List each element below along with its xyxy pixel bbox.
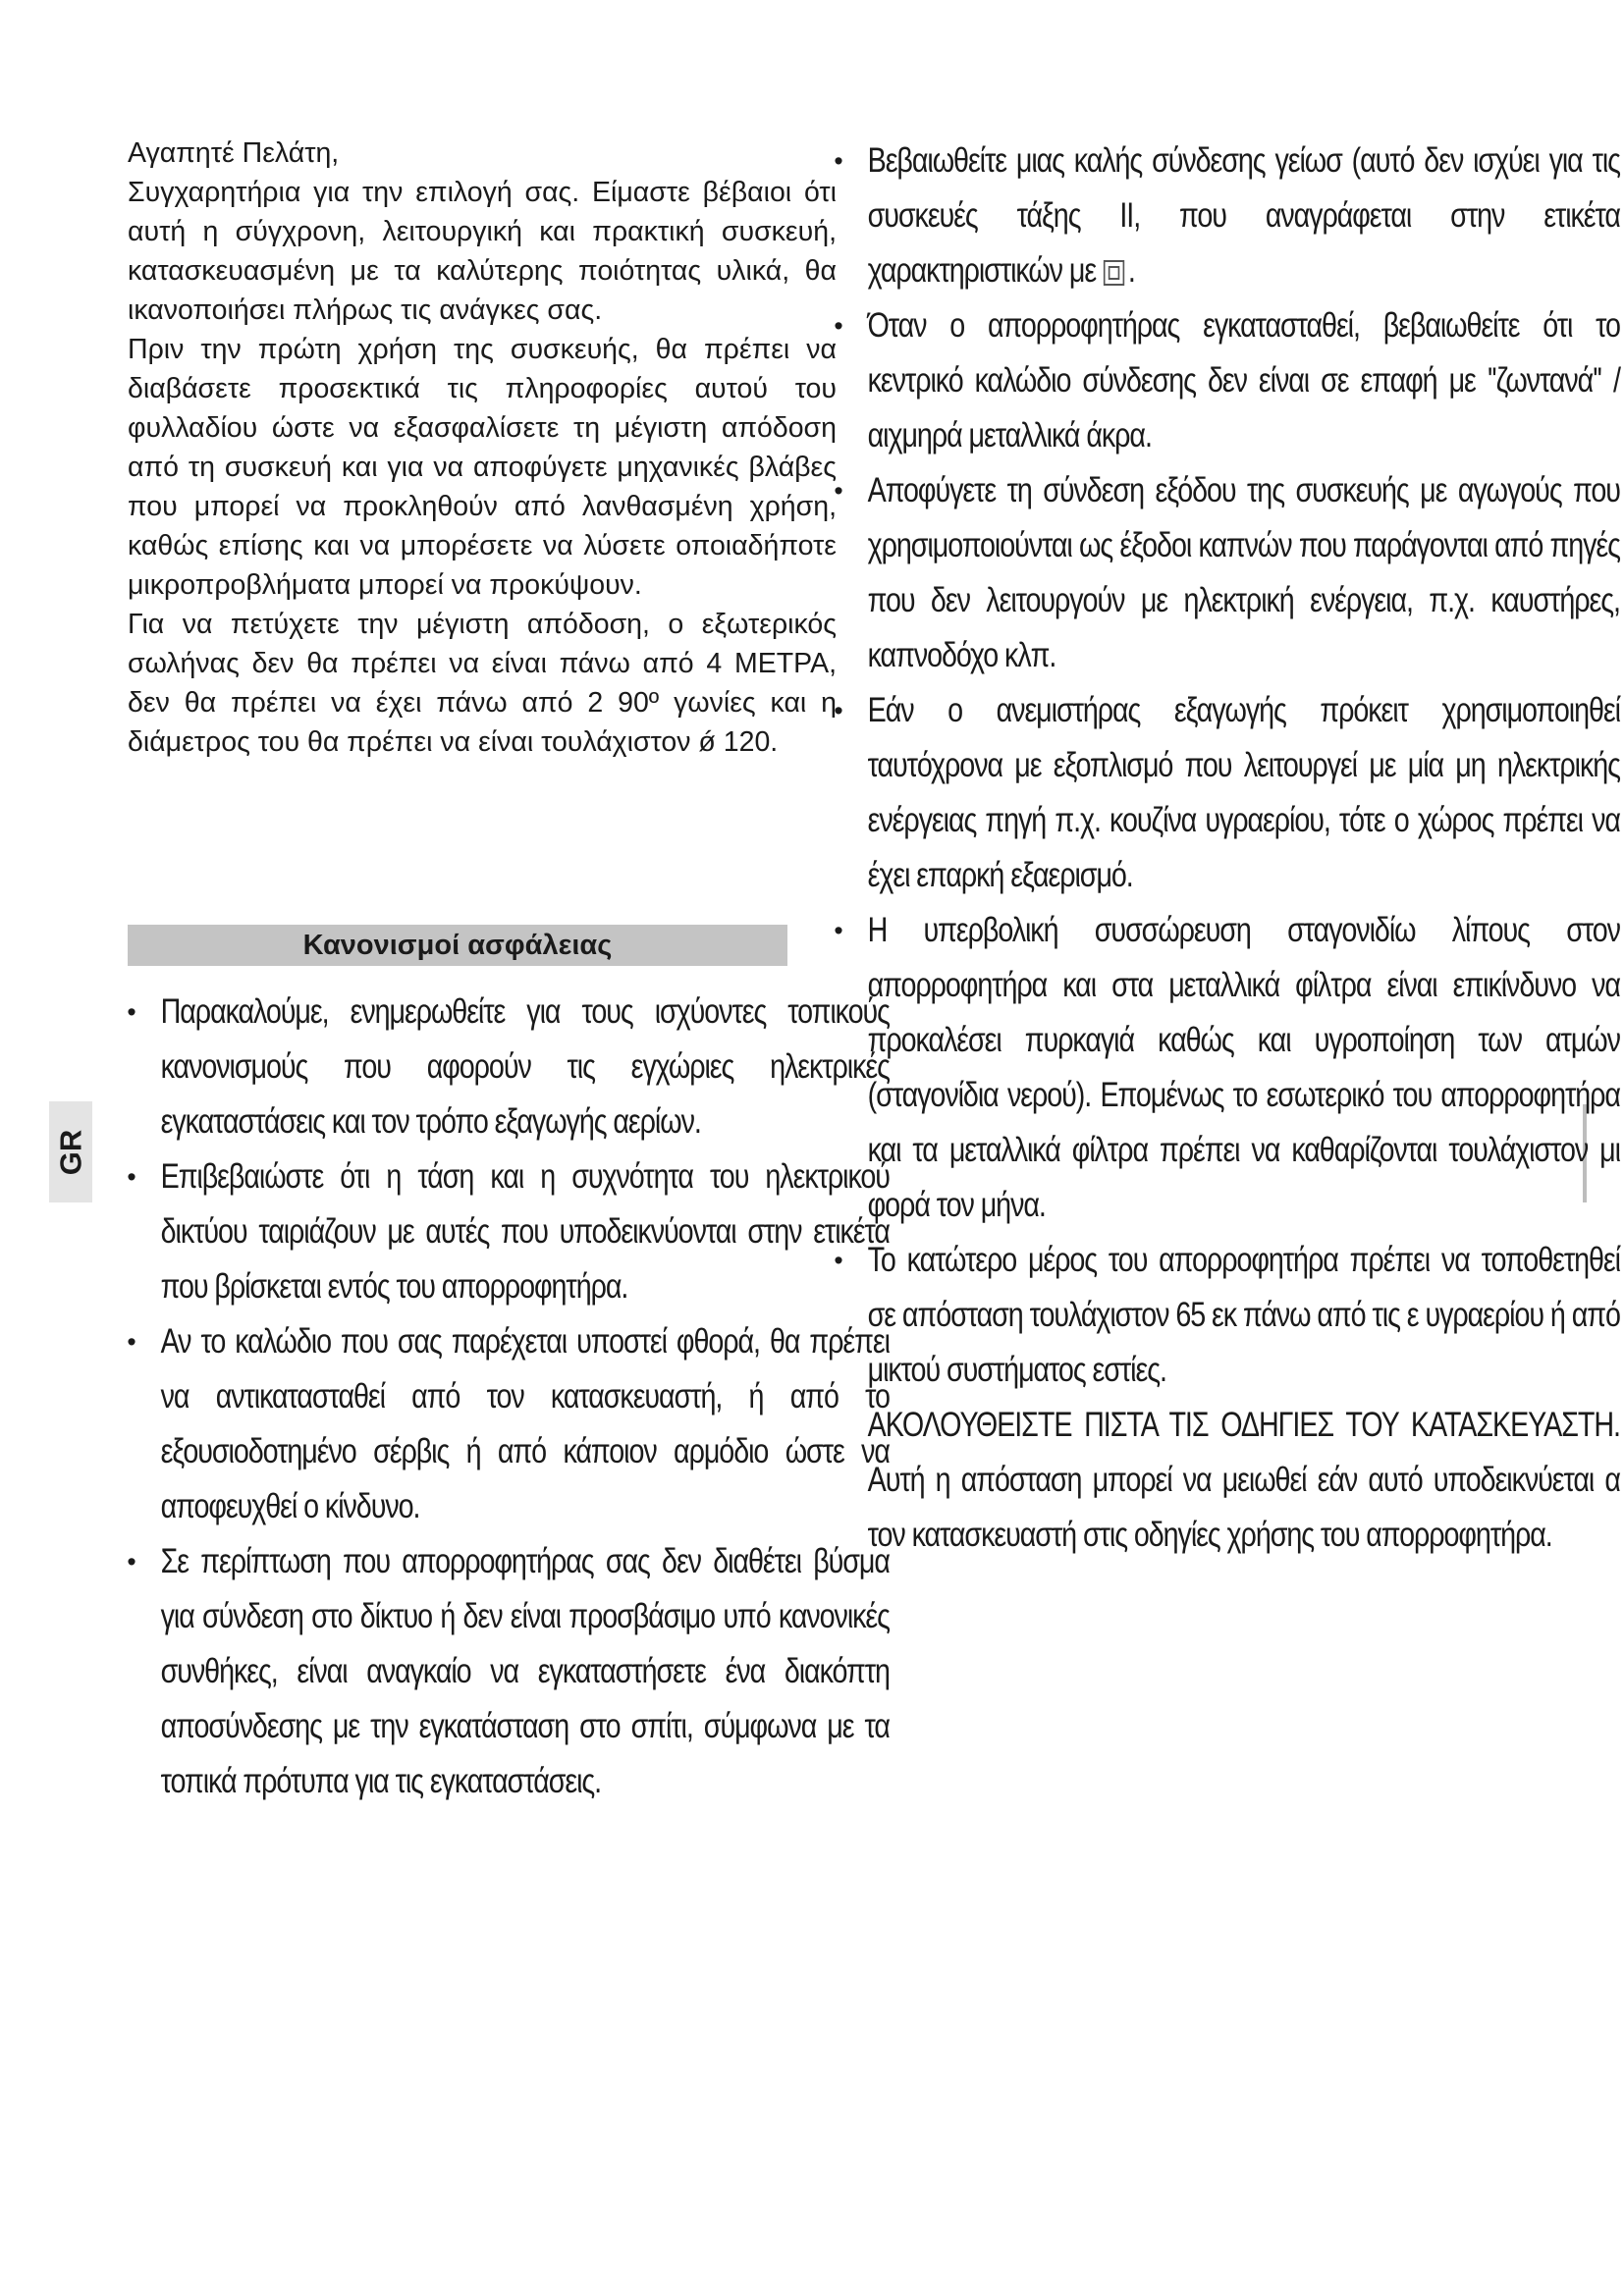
- bullet-icon: •: [834, 1246, 842, 1275]
- safety-item: [835, 463, 1620, 683]
- safety-item-text: [868, 133, 1620, 298]
- safety-item-text: Εάν ο ανεμιστήρας εξαγωγής πρόκειτ χρησιμοποιηθεί ταυτόχρονα με εξοπλισμό που λειτουργεί με μία μη ηλεκτρικής ενέργειας πηγή π.χ. κουζίνα υγραερίου, τότε ο χώρος πρέπει να έχει επαρκή εξαερισμό.: [867, 691, 1620, 894]
- safety-item-text: Αν το καλώδιο που σας παρέχεται υποστεί φθορά, θα πρέπει να αντικατασταθεί από τον κατασκευαστή, ή από το εξουσιοδοτημένο σέρβις ή από κάποιον αρμόδιο ώστε να αποφευχθεί ο κίνδυνο.: [160, 1322, 890, 1525]
- safety-list-left: [127, 985, 890, 1809]
- safety-item-note: ΑΚΟΛΟΥΘΕΙΣΤΕ ΠΙΣΤΑ ΤΙΣ ΟΔΗΓΙΕΣ ΤΟΥ ΚΑΤΑΣΚΕΥΑΣΤΗ. Αυτή η απόσταση μπορεί να μειωθεί εάν αυτό υποδεικνύεται α τον κατασκευαστή στις οδηγίες χρήσης του απορροφητήρα.: [867, 1406, 1620, 1554]
- safety-item-text: Σε περίπτωση που απορροφητήρας σας δεν διαθέτει βύσμα για σύνδεση στο δίκτυο ή δεν είναι προσβάσιμο υπό κανονικές συνθήκες, είναι αναγκαίο να εγκαταστήσετε ένα διακόπτη αποσύνδεσης με την εγκατάσταση στο σπίτι, σύμφωνα με τα τοπικά πρότυπα για τις εγκαταστάσεις.: [160, 1542, 890, 1800]
- safety-item: [835, 903, 1620, 1233]
- safety-heading: Κανονισμοί ασφάλειας: [128, 925, 787, 966]
- bullet-icon: •: [834, 696, 842, 725]
- bullet-icon: •: [127, 1327, 135, 1357]
- safety-item: [128, 985, 890, 1149]
- safety-item: [128, 1149, 890, 1314]
- bullet-icon: •: [834, 916, 842, 945]
- bullet-icon: •: [127, 997, 135, 1027]
- language-tab: [49, 1101, 92, 1202]
- bullet-icon: •: [127, 1547, 135, 1576]
- safety-list-right: [834, 133, 1620, 1563]
- safety-item: [835, 683, 1620, 903]
- safety-item-distance: [835, 1233, 1620, 1563]
- bullet-icon: •: [834, 311, 842, 341]
- safety-item: [835, 298, 1620, 463]
- language-tab-label: GR: [53, 1129, 87, 1175]
- safety-item-text: Παρακαλούμε, ενημερωθείτε για τους ισχύοντες τοπικούς κανονισμούς που αφορούν τις εγχώριες ηλεκτρικές εγκαταστάσεις και τον τρόπο εξαγωγής αερίων.: [160, 992, 890, 1141]
- safety-column-left: [127, 985, 890, 1809]
- safety-column-right: [834, 133, 1620, 1563]
- bullet-icon: •: [834, 476, 842, 506]
- safety-item-grounding: [835, 133, 1620, 298]
- intro-paragraph-3: Για να πετύχετε την μέγιστη απόδοση, ο εξωτερικός σωλήνας δεν θα πρέπει να είναι πάνω από 4 ΜΕΤΡΑ, δεν θα πρέπει να έχει πάνω από 2 90º γωνίες και η διάμετρος του θα πρέπει να είναι τουλάχιστον ǿ 120.: [128, 609, 837, 758]
- class-ii-double-square-icon: [1104, 260, 1124, 286]
- safety-item: [128, 1534, 890, 1809]
- safety-item-text: Επιβεβαιώστε ότι η τάση και η συχνότητα του ηλεκτρικού δικτύου ταιριάζουν με αυτές που υποδεικνύονται στην ετικέτα που βρίσκεται εντός του απορροφητήρα.: [160, 1157, 890, 1306]
- safety-item: [128, 1314, 890, 1534]
- safety-item-text: Η υπερβολική συσσώρευση σταγονιδίω λίπους στον απορροφητήρα και στα μεταλλικά φίλτρα είναι επικίνδυνο να προκαλέσει πυρκαγιά καθώς και υγροποίηση των ατμών (σταγονίδια νερού). Επομένως το εσωτερικό του απορροφητήρα και τα μεταλλικά φίλτρα πρέπει να καθαρίζονται τουλάχιστον μι φορά τον μήνα.: [867, 911, 1620, 1224]
- intro-greeting: Αγαπητέ Πελάτη,: [128, 137, 340, 169]
- intro-paragraph-2: Πριν την πρώτη χρήση της συσκευής, θα πρέπει να διαβάσετε προσεκτικά τις πληροφορίες αυτού του φυλλαδίου ώστε να εξασφαλίσετε τη μέγιστη απόδοση από τη συσκευή και για να αποφύγετε μηχανικές βλάβες που μπορεί να προκληθούν από λανθασμένη χρήση, καθώς επίσης και να μπορέσετε να λύσετε οποιαδήποτε μικροπροβλήματα μπορεί να προκύψουν.: [128, 334, 837, 601]
- bullet-icon: •: [834, 146, 842, 176]
- bullet-icon: •: [127, 1162, 135, 1192]
- grounding-end: .: [1127, 251, 1135, 290]
- intro-paragraph-1: Συγχαρητήρια για την επιλογή σας. Είμαστε βέβαιοι ότι αυτή η σύγχρονη, λειτουργική και πρακτική συσκευή, κατασκευασμένη με τα καλύτερης ποιότητας υλικά, θα ικανοποιήσει πλήρως τις ανάγκες σας.: [128, 177, 837, 326]
- safety-item-text: Όταν ο απορροφητήρας εγκατασταθεί, βεβαιωθείτε ότι το κεντρικό καλώδιο σύνδεσης δεν είναι σε επαφή με ''ζωντανά'' / αιχμηρά μεταλλικά άκρα.: [867, 306, 1620, 454]
- intro-section: [128, 133, 837, 762]
- grounding-text: Βεβαιωθείτε μιας καλής σύνδεσης γείωσ (αυτό δεν ισχύει για τις συσκευές τάξης ΙΙ, που αναγράφεται στην ετικέτα χαρακτηριστικών με: [867, 141, 1620, 290]
- safety-item-text: Το κατώτερο μέρος του απορροφητήρα πρέπει να τοποθετηθεί σε απόσταση τουλάχιστον 65 εκ πάνω από τις ε υγραερίου ή από μικτού συστήματος εστίες.: [867, 1241, 1620, 1389]
- safety-item-text: Αποφύγετε τη σύνδεση εξόδου της συσκευής με αγωγούς που χρησιμοποιούνται ως έξοδοι καπνών που παράγονται από πηγές που δεν λειτουργούν με ηλεκτρική ενέργεια, π.χ. καυστήρες, καπνοδόχο κλπ.: [867, 471, 1620, 674]
